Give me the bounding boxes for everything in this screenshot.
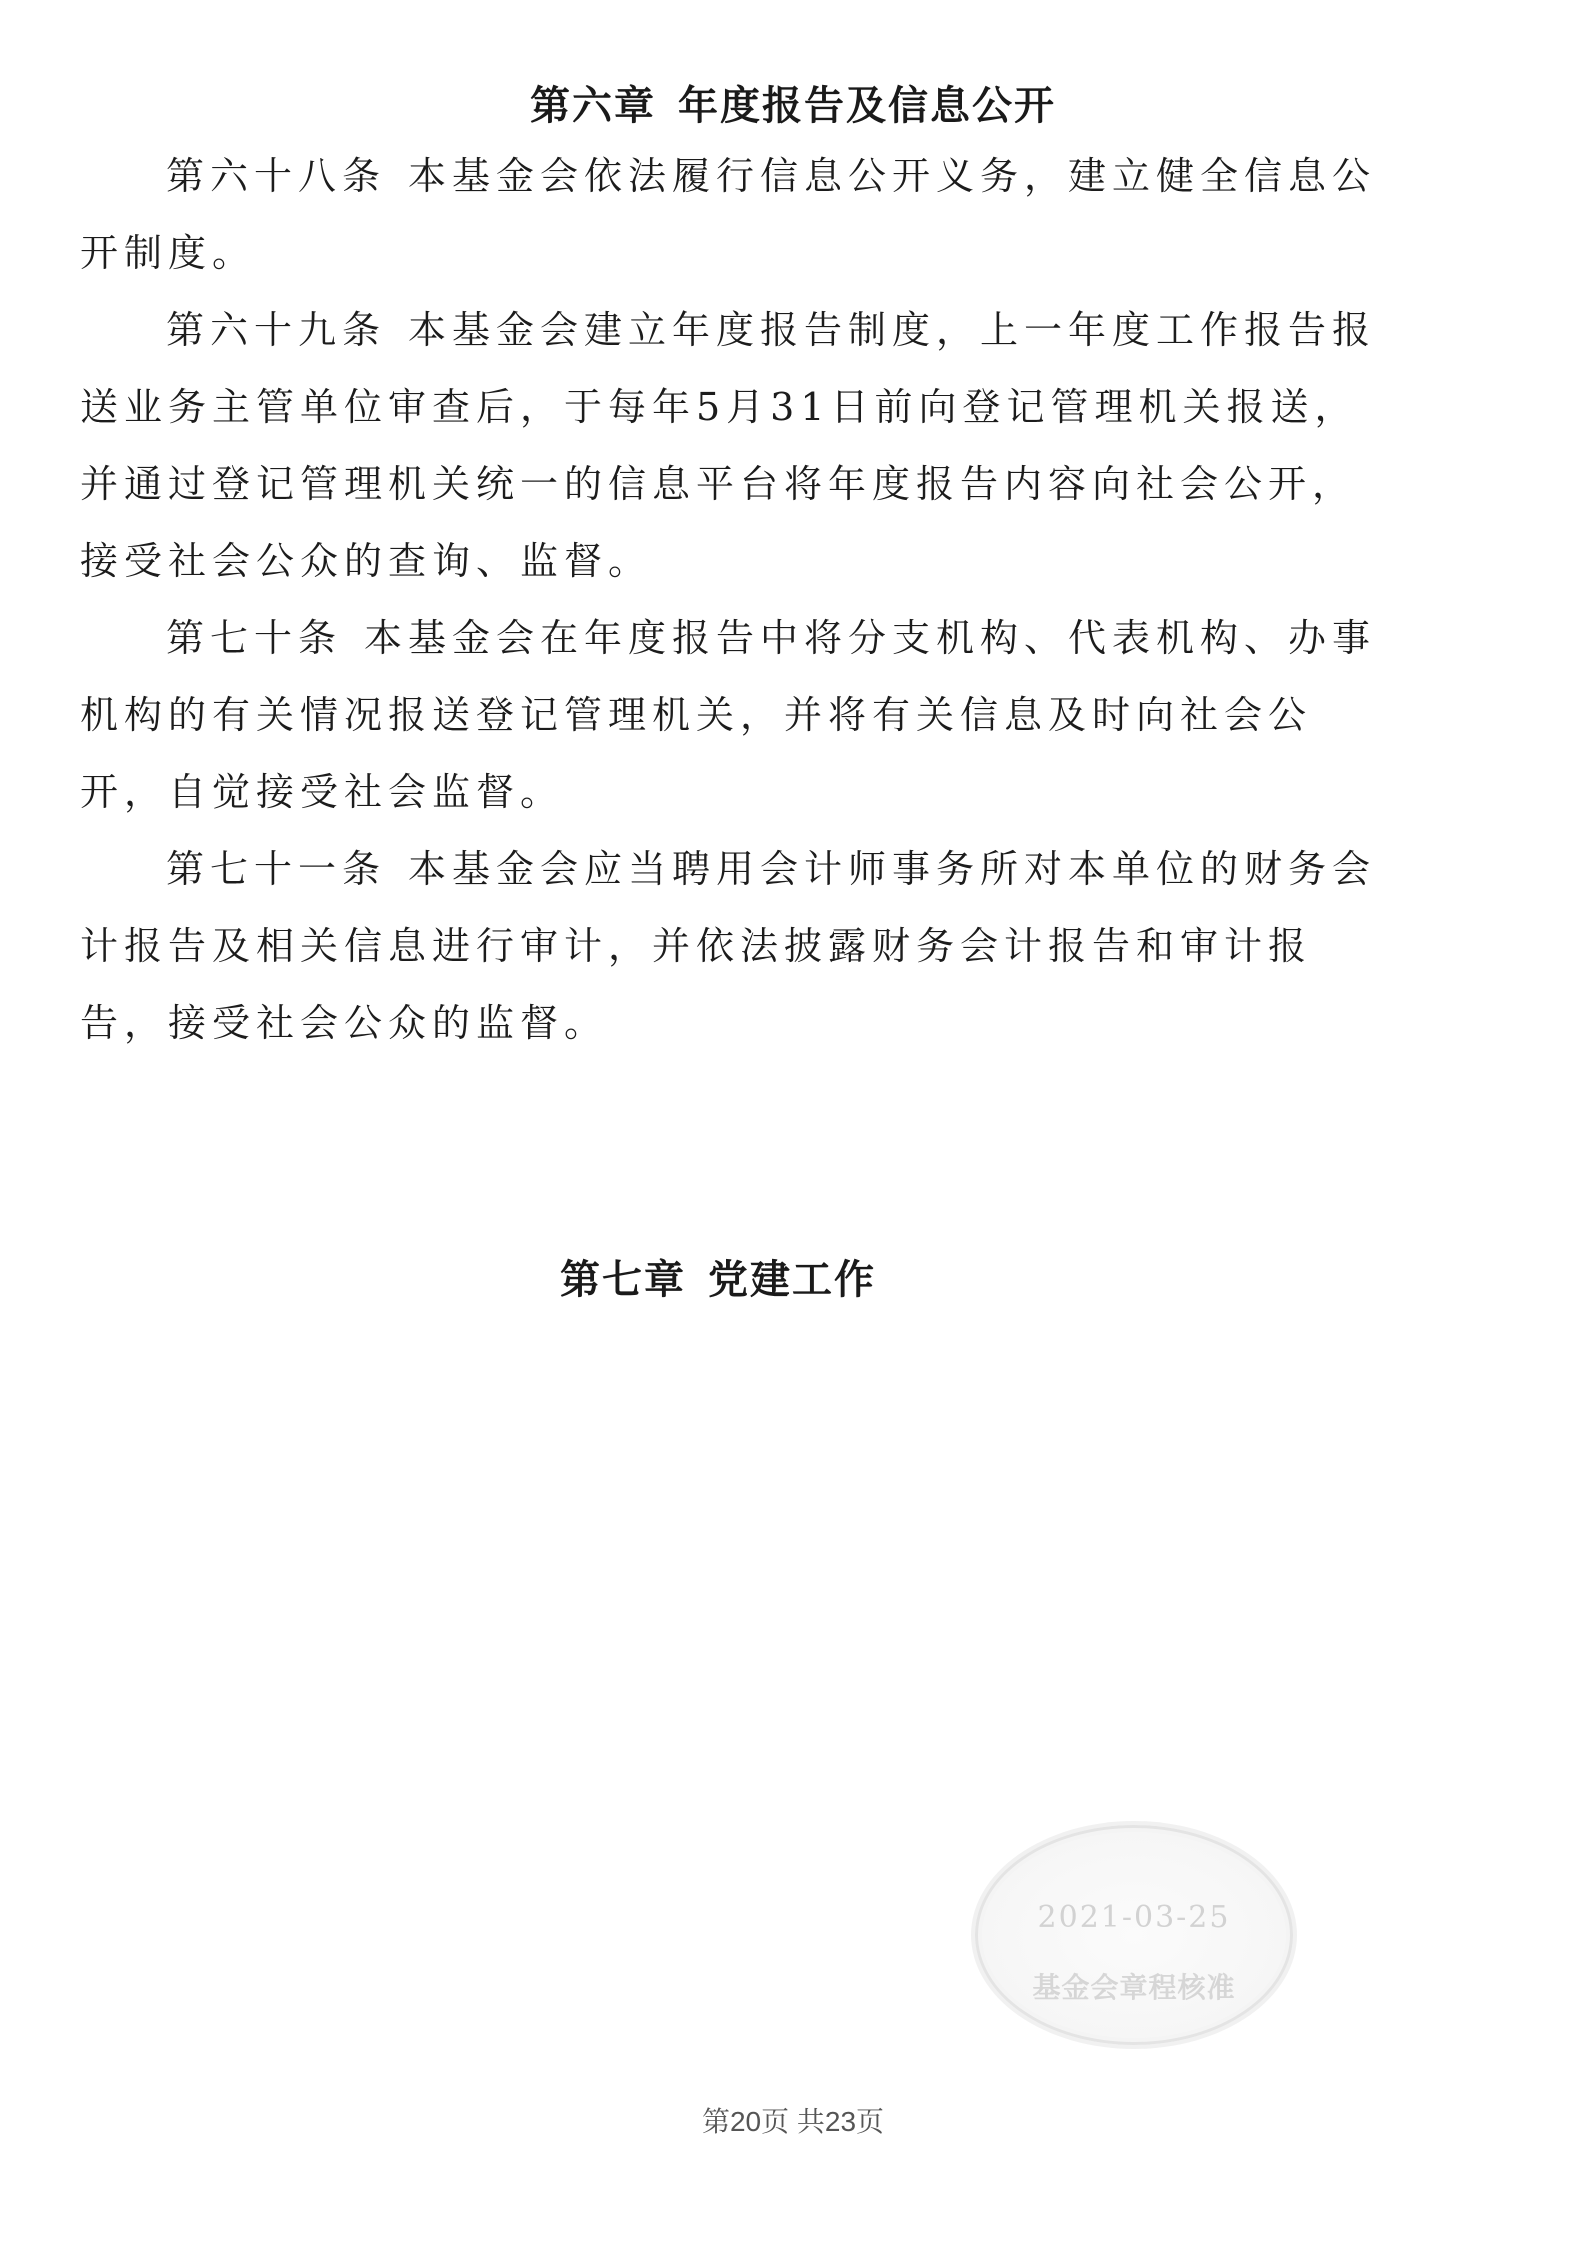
- article-71-text: 本基金会应当聘用会计师事务所对本单位的财务会计报告及相关信息进行审计，并依法披露财务会计报告和审计报告，接受社会公众的监督。: [80, 847, 1377, 1045]
- article-70-label: 第七十条: [166, 616, 343, 660]
- chapter-seven-title: 党建工作: [708, 1257, 876, 1303]
- approval-seal-stamp: [975, 1825, 1293, 2045]
- article-70-text: 本基金会在年度报告中将分支机构、代表机构、办事机构的有关情况报送登记管理机关，并将有关信息及时向社会公开，自觉接受社会监督。: [80, 616, 1377, 814]
- chapter-six-heading: [0, 78, 1586, 134]
- chapter-six-number: 第六章: [530, 83, 656, 129]
- seal-text: 基金会章程核准: [1032, 1971, 1236, 2004]
- article-71-label: 第七十一条: [166, 847, 387, 891]
- article-68-label: 第六十八条: [166, 154, 387, 198]
- chapter-seven-heading: [0, 1252, 1586, 1308]
- article-69: [80, 292, 1380, 600]
- article-69-text: 本基金会建立年度报告制度，上一年度工作报告报送业务主管单位审查后，于每年5月31日前向登记管理机关报送，并通过登记管理机关统一的信息平台将年度报告内容向社会公开，接受社会公众的查询、监督。: [80, 308, 1377, 583]
- article-68-text: 本基金会依法履行信息公开义务，建立健全信息公开制度。: [80, 154, 1377, 275]
- article-68: [80, 138, 1380, 292]
- chapter-seven-number: 第七章: [560, 1257, 686, 1303]
- seal-date: 2021-03-25: [1037, 1900, 1231, 1935]
- article-71: [80, 831, 1380, 1062]
- article-70: [80, 600, 1380, 831]
- chapter-six-title: 年度报告及信息公开: [678, 83, 1056, 129]
- article-69-label: 第六十九条: [166, 308, 387, 352]
- page-footer: 第20页 共23页: [701, 2106, 885, 2137]
